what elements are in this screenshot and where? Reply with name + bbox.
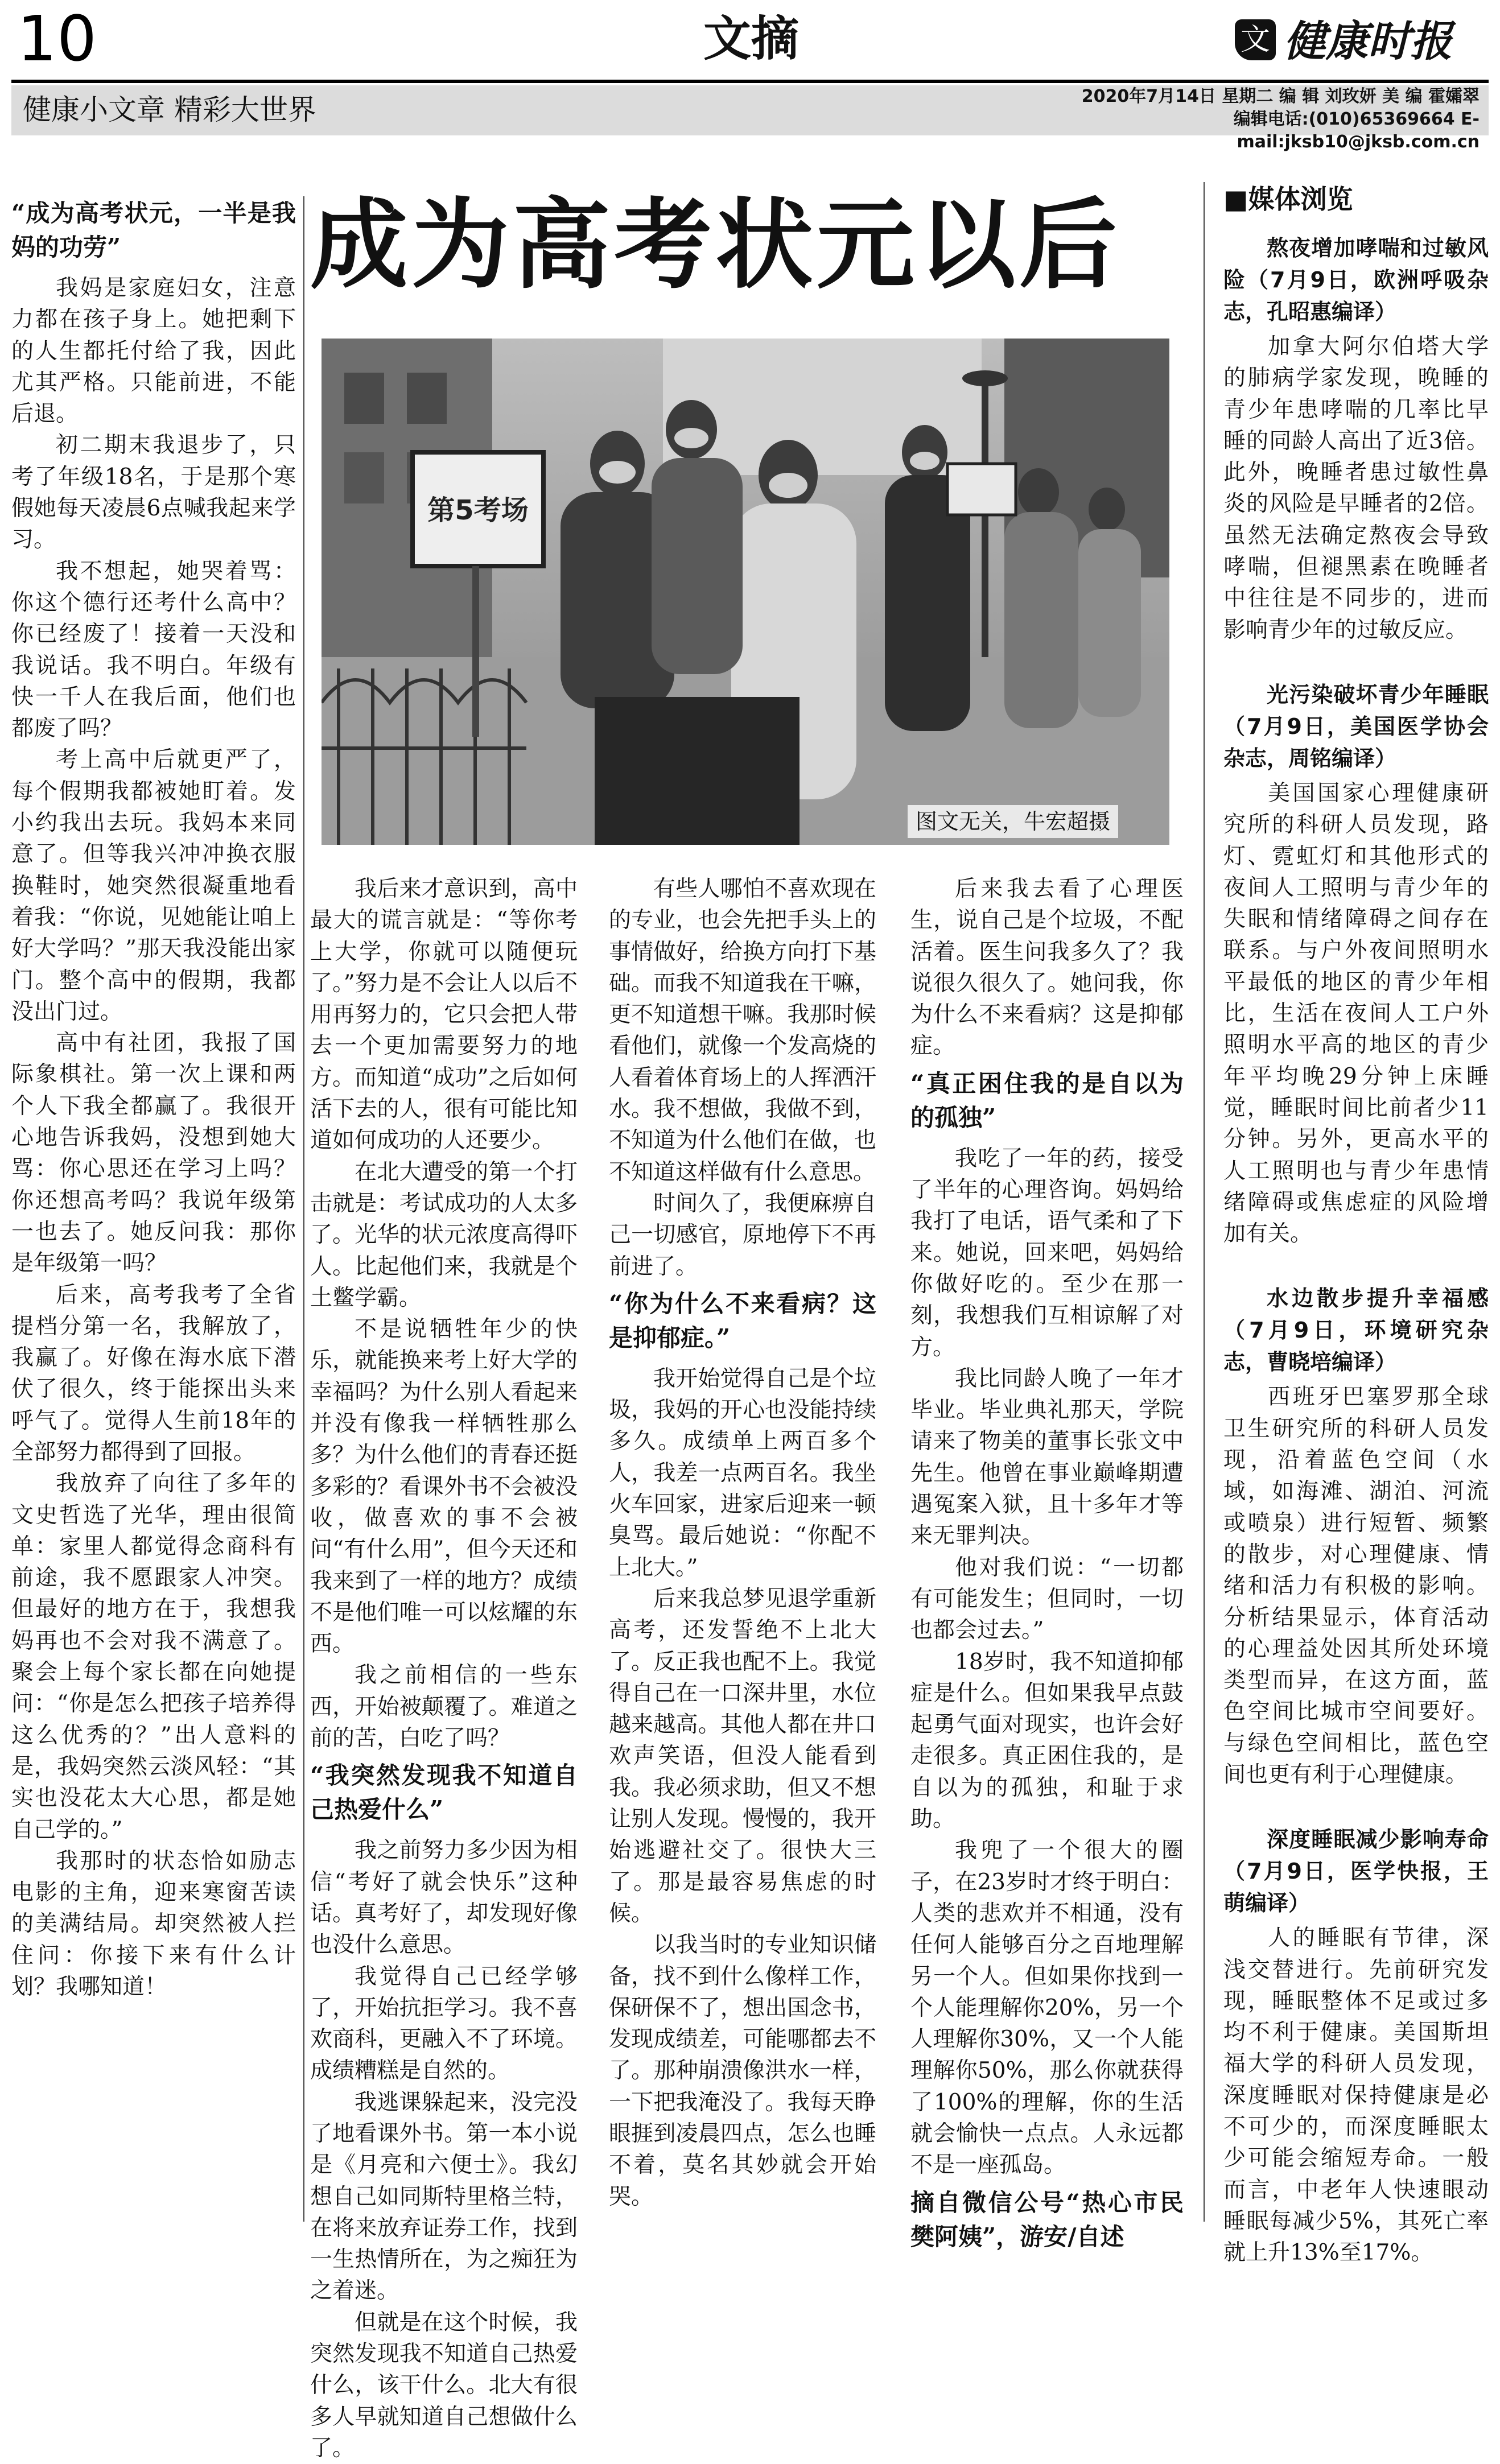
column-rule: [303, 196, 304, 2222]
sidebar-item-heading: 深度睡眠减少影响寿命（7月9日，医学快报，王萌编译）: [1223, 1827, 1489, 1916]
paragraph: 时间久了，我便麻痹自己一切感官，原地停下不再前进了。: [609, 1190, 876, 1280]
sidebar-item-body: 加拿大阿尔伯塔大学的肺病学家发现，晚睡的青少年患哮喘的几率比早睡的同龄人高出了近3倍。此外，晚睡者患过敏性鼻炎的风险是早睡者的2倍。虽然无法确定熬夜会导致哮喘，但褪黑素在晚睡者中往往是不同步的，进而影响青少年的过敏反应。: [1223, 334, 1489, 643]
paragraph: 我不想起，她哭着骂：你这个德行还考什么高中？你已经废了！接着一天没和我说话。我不明白。年级有快一千人在我后面，他们也都废了吗？: [11, 558, 296, 742]
paragraph: 后来我总梦见退学重新高考，还发誓绝不上北大了。反正我也配不上。我觉得自己在一口深井里，水位越来越高。其他人都在井口欢声笑语，但没人能看到我。我必须求助，但又不想让别人发现。慢慢的，我开始逃避社交了。很快大三了。那是最容易焦虑的时候。: [609, 1586, 876, 1926]
sidebar-item-body: 美国国家心理健康研究所的科研人员发现，路灯、霓虹灯和其他形式的夜间人工照明与青少年的失眠和情绪障碍之间存在联系。与户外夜间照明水平最低的地区的青少年相比，生活在夜间人工户外照明水平高的地区的青少年平均晚29分钟上床睡觉，睡眠时间比前者少11分钟。另外，更高水平的人工照明也与青少年患情绪障碍或焦虑症的风险增加有关。: [1223, 780, 1489, 1247]
logo-text: 健康时报: [1284, 17, 1452, 66]
sidebar-item: [1223, 232, 1489, 646]
paragraph: 以我当时的专业知识储备，找不到什么像样工作，保研保不了，想出国念书，发现成绩差，可能哪都去不了。那种崩溃像洪水一样，一下把我淹没了。我每天睁眼捱到凌晨四点，怎么也睡不着，莫名其妙就会开始哭。: [609, 1932, 876, 2210]
paragraph: 有些人哪怕不喜欢现在的专业，也会先把手头上的事情做好，给换方向打下基础。而我不知道我在干嘛，更不知道想干嘛。我那时候看他们，就像一个发高烧的人看着体育场上的人挥洒汗水。我不想做，我做不到，不知道为什么他们在做，也不知道这样做有什么意思。: [609, 876, 876, 1185]
column-rule: [1204, 182, 1205, 2222]
sidebar-item-heading: 熬夜增加哮喘和过敏风险（7月9日，欧洲呼吸杂志，孔昭惠编译）: [1223, 236, 1489, 324]
sidebar-item-heading: 水边散步提升幸福感（7月9日，环境研究杂志，曹晓培编译）: [1223, 1286, 1489, 1375]
paragraph: 18岁时，我不知道抑郁症是什么。但如果我早点鼓起勇气面对现实，也许会好走很多。真正困住我的，是自以为的孤独，和耻于求助。: [910, 1649, 1184, 1832]
article-column-2: [310, 873, 578, 2464]
paragraph: 高中有社团，我报了国际象棋社。第一次上课和两个人下我全都赢了。我很开心地告诉我妈，没想到她大骂：你心思还在学习上吗？你还想高考吗？我说年级第一也去了。她反问我：那你是年级第一吗？: [11, 1030, 296, 1277]
section-tagline: 健康小文章 精彩大世界: [23, 93, 316, 126]
article-source: 摘自微信公号“热心市民樊阿姨”，游安/自述: [910, 2188, 1184, 2251]
photo-sign-text: 第5考场: [427, 494, 529, 526]
exam-students-photo: [322, 339, 1169, 845]
sidebar-item-body: 人的睡眠有节律，深浅交替进行。先前研究发现，睡眠整体不足或过多均不利于健康。美国斯坦福大学的科研人员发现，深度睡眠对保持健康是必不可少的，而深度睡眠太少可能会缩短寿命。一般而言，中老年人快速眼动睡眠每减少5%，其死亡率就上升13%至17%。: [1223, 1925, 1489, 2266]
paragraph: 我开始觉得自己是个垃圾，我妈的开心也没能持续多久。成绩单上两百多个人，我差一点两百名。我坐火车回家，进家后迎来一顿臭骂。最后她说：“你配不上北大。”: [609, 1365, 876, 1580]
paragraph: 我逃课躲起来，没完没了地看课外书。第一本小说是《月亮和六便士》。我幻想自己如同斯特里格兰特，在将来放弃证券工作，找到一生热情所在，为之痴狂为之着迷。: [310, 2089, 578, 2304]
paragraph: 考上高中后就更严了，每个假期我都被她盯着。发小约我出去玩。我妈本来同意了。但等我兴冲冲换衣服换鞋时，她突然很凝重地看着我：“你说，见她能让咱上好大学吗？”那天我没能出家门。整个高中的假期，我都没出门过。: [11, 747, 296, 1025]
editor-contact: 编辑电话:(010)65369664 E-mail:jksb10@jksb.com.cn: [1233, 109, 1480, 152]
section-heading: “真正困住我的是自以为的孤独”: [910, 1069, 1184, 1132]
article-column-1: [11, 196, 296, 2003]
issue-date-editors: 2020年7月14日 星期二 编 辑 刘玫妍 美 编 霍孀翠: [1081, 86, 1480, 106]
article-photo: [322, 339, 1169, 845]
paragraph: 我吃了一年的药，接受了半年的心理咨询。妈妈给我打了电话，语气柔和了下来。她说，回来吧，妈妈给你做好吃的。至少在那一刻，我想我们互相谅解了对方。: [910, 1145, 1184, 1360]
sidebar-item: [1223, 1282, 1489, 1790]
article-column-4: [910, 873, 1184, 2262]
article-column-3: [609, 873, 876, 2213]
paragraph: 后来，高考我考了全省提档分第一名，我解放了，我赢了。好像在海水底下潜伏了很久，终于能探出头来呼气了。觉得人生前18年的全部努力都得到了回报。: [11, 1282, 296, 1465]
paragraph: 我之前相信的一些东西，开始被颠覆了。难道之前的苦，白吃了吗？: [310, 1662, 578, 1752]
article-title: 成为高考状元以后: [310, 187, 1120, 302]
paragraph: 我那时的状态恰如励志电影的主角，迎来寒窗苦读的美满结局。却突然被人拦住问：你接下来有什么计划？我哪知道！: [11, 1848, 296, 2000]
section-heading: “成为高考状元，一半是我妈的功劳”: [11, 199, 296, 261]
paragraph: 我放弃了向往了多年的文史哲选了光华，理由很简单：家里人都觉得念商科有前途，我不愿跟家人冲突。但最好的地方在于，我想我妈再也不会对我不满意了。聚会上每个家长都在向她提问：“你是怎么把孩子培养得这么优秀的？”出人意料的是，我妈突然云淡风轻：“其实也没花太大心思，都是她自己学的。”: [11, 1471, 296, 1843]
sidebar-item-body: 西班牙巴塞罗那全球卫生研究所的科研人员发现，沿着蓝色空间（水域，如海滩、湖泊、河流或喷泉）进行短暂、频繁的散步，对心理健康、情绪和活力有积极的影响。分析结果显示，体育活动的心理益处因其所处环境类型而异，在这方面，蓝色空间比城市空间要好。与绿色空间相比，蓝色空间也更有利于心理健康。: [1223, 1384, 1489, 1788]
section-heading: “我突然发现我不知道自己热爱什么”: [310, 1761, 578, 1824]
sidebar-title: ■媒体浏览: [1223, 184, 1353, 214]
paragraph: 但就是在这个时候，我突然发现我不知道自己热爱什么，该干什么。北大有很多人早就知道自己想做什么了。: [310, 2309, 578, 2461]
paragraph: 我觉得自己已经学够了，开始抗拒学习。我不喜欢商科，更融入不了环境。成绩糟糕是自然的。: [310, 1963, 578, 2084]
masthead-info: [1036, 85, 1480, 154]
paragraph: 我妈是家庭妇女，注意力都在孩子身上。她把剩下的人生都托付给了我，因此尤其严格。只能前进，不能后退。: [11, 275, 296, 427]
section-name: 文摘: [703, 11, 799, 67]
sidebar-item: [1223, 679, 1489, 1249]
paragraph: 不是说牺牲年少的快乐，就能换来考上好大学的幸福吗？为什么别人看起来并没有像我一样牺牲那么多？为什么他们的青春还挺多彩的？看课外书不会被没收，做喜欢的事不会被问“有什么用”，但今天还和我来到了一样的地方？成绩不是他们唯一可以炫耀的东西。: [310, 1316, 578, 1657]
logo-mark: 文: [1235, 19, 1276, 60]
masthead-rule: [11, 80, 1489, 83]
section-heading: “你为什么不来看病？这是抑郁症。”: [609, 1289, 876, 1352]
media-digest-sidebar: [1223, 182, 1489, 2302]
paragraph: 后来我去看了心理医生，说自己是个垃圾，不配活着。医生问我多久了？我说很久很久了。她问我，你为什么不来看病？这是抑郁症。: [910, 876, 1184, 1059]
paragraph: 我比同龄人晚了一年才毕业。毕业典礼那天，学院请来了物美的董事长张文中先生。他曾在事业巅峰期遭遇冤案入狱，且十多年才等来无罪判决。: [910, 1365, 1184, 1549]
sidebar-item: [1223, 1823, 1489, 2268]
paragraph: 在北大遭受的第一个打击就是：考试成功的人太多了。光华的状元浓度高得吓人。比起他们来，我就是个土鳖学霸。: [310, 1159, 578, 1311]
paragraph: 初二期末我退步了，只考了年级18名，于是那个寒假她每天凌晨6点喊我起来学习。: [11, 432, 296, 553]
paragraph: 他对我们说：“一切都有可能发生；但同时，一切也都会过去。”: [910, 1554, 1184, 1644]
paragraph: 我兜了一个很大的圈子，在23岁时才终于明白：人类的悲欢并不相通，没有任何人能够百分之百地理解另一个人。但如果你找到一个人能理解你20%，另一个人理解你30%，又一个人能理解你50%，那么你就获得了100%的理解，你的生活就会愉快一点点。人永远都不是一座孤岛。: [910, 1838, 1184, 2178]
paragraph: 我后来才意识到，高中最大的谎言就是：“等你考上大学，你就可以随便玩了。”努力是不会让人以后不用再努力的，它只会把人带去一个更加需要努力的地方。而知道“成功”之后如何活下去的人，很有可能比知道如何成功的人还要少。: [310, 876, 578, 1154]
page-number: 10: [17, 2, 97, 75]
sidebar-item-heading: 光污染破坏青少年睡眠（7月9日，美国医学协会杂志，周铭编译）: [1223, 682, 1489, 771]
newspaper-logo: [1235, 17, 1485, 68]
photo-credit: 图文无关，牛宏超摄: [908, 805, 1118, 838]
paragraph: 我之前努力多少因为相信“考好了就会快乐”这种话。真考好了，却发现好像也没什么意思。: [310, 1838, 578, 1958]
